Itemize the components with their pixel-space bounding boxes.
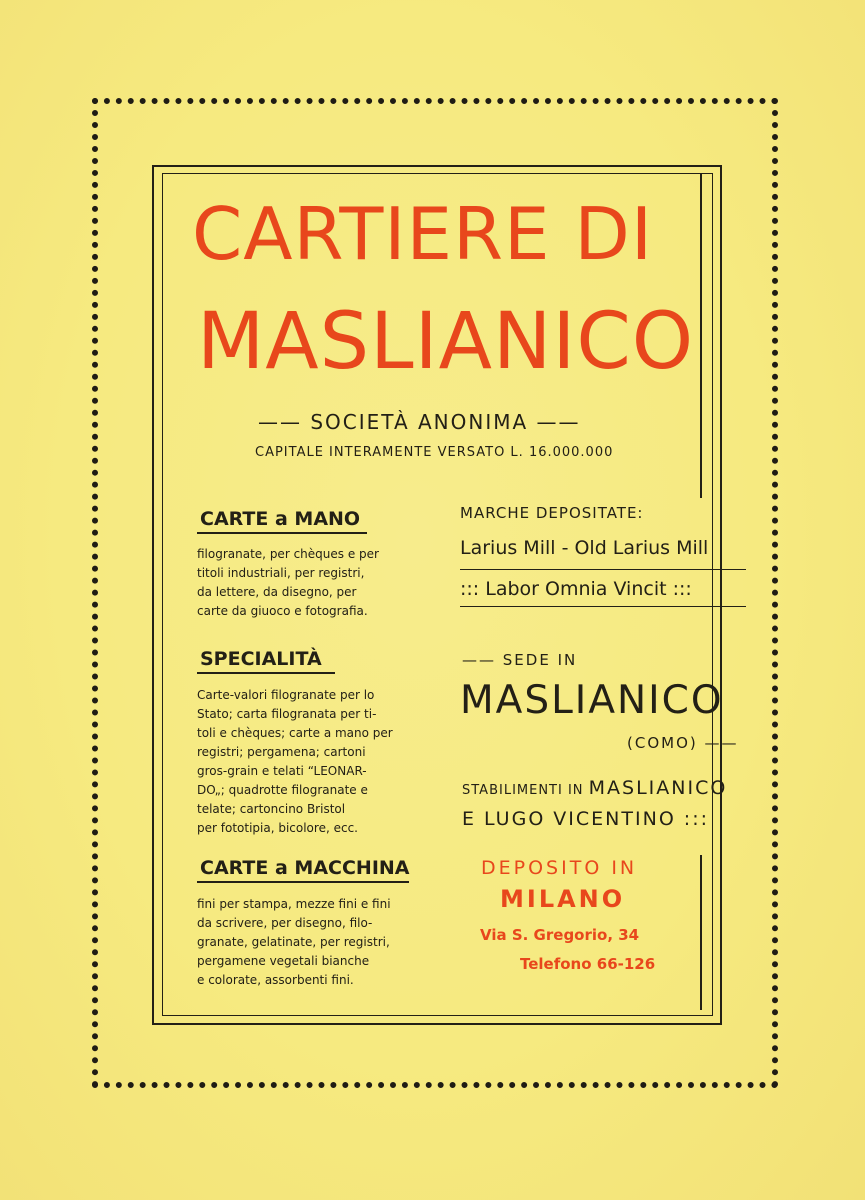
marca-larius-mill: Larius Mill - Old Larius Mill: [460, 537, 709, 559]
text-line: filogranate, per chèques e per: [197, 547, 379, 561]
subtitle: —— SOCIETÀ ANONIMA ——: [258, 410, 581, 434]
text-line: titoli industriali, per registri,: [197, 566, 365, 580]
marca-separator: [460, 569, 746, 570]
text-carte-a-macchina: [197, 895, 417, 990]
marche-label: MARCHE DEPOSITATE:: [460, 504, 644, 522]
stabilimenti-label: STABILIMENTI IN: [462, 783, 584, 798]
vertical-rule-bottom: [700, 855, 702, 1010]
text-line: e colorate, assorbenti fini.: [197, 973, 354, 987]
text-line: per fototipia, bicolore, ecc.: [197, 821, 358, 835]
sede-city: MASLIANICO: [460, 678, 724, 723]
heading-underline: [197, 881, 409, 883]
heading-carte-a-macchina: CARTE a MACCHINA: [200, 857, 410, 879]
text-carte-a-mano: [197, 545, 417, 621]
deposito-address: Via S. Gregorio, 34: [480, 926, 640, 944]
title-line-2: MASLIANICO: [197, 297, 695, 387]
text-line: toli e chèques; carte a mano per: [197, 726, 393, 740]
title-line-1: CARTIERE DI: [192, 192, 654, 276]
marca-separator: [460, 606, 746, 607]
text-line: Stato; carta filogranata per ti-: [197, 707, 377, 721]
sede-province: (COMO) ——: [627, 734, 739, 752]
text-line: registri; pergamena; cartoni: [197, 745, 366, 759]
heading-specialita: SPECIALITÀ: [200, 648, 322, 670]
sede-label: —— SEDE IN: [462, 651, 578, 669]
text-line: da scrivere, per disegno, filo-: [197, 916, 373, 930]
text-line: granate, gelatinate, per registri,: [197, 935, 390, 949]
text-line: telate; cartoncino Bristol: [197, 802, 346, 816]
heading-underline: [197, 672, 335, 674]
text-line: gros-grain e telati “LEONAR-: [197, 764, 367, 778]
deposito-label: DEPOSITO IN: [481, 857, 638, 879]
heading-underline: [197, 532, 367, 534]
deposito-phone: Telefono 66-126: [520, 955, 656, 973]
text-line: carte da giuoco e fotografia.: [197, 604, 368, 618]
stabilimenti-line-1: [462, 777, 727, 799]
deposito-city: MILANO: [500, 885, 626, 913]
vertical-rule-top: [700, 173, 702, 498]
text-line: DO„; quadrotte filogranate e: [197, 783, 368, 797]
heading-carte-a-mano: CARTE a MANO: [200, 508, 361, 530]
marca-labor-omnia-vincit: ::: Labor Omnia Vincit :::: [460, 578, 692, 600]
capital-line: CAPITALE INTERAMENTE VERSATO L. 16.000.000: [255, 445, 614, 460]
text-line: fini per stampa, mezze fini e fini: [197, 897, 391, 911]
text-line: Carte-valori filogranate per lo: [197, 688, 375, 702]
stabilimenti-line-2: E LUGO VICENTINO :::: [462, 808, 710, 830]
text-line: pergamene vegetali bianche: [197, 954, 370, 968]
stabilimenti-city: MASLIANICO: [588, 777, 728, 799]
text-line: da lettere, da disegno, per: [197, 585, 357, 599]
text-specialita: [197, 686, 417, 838]
